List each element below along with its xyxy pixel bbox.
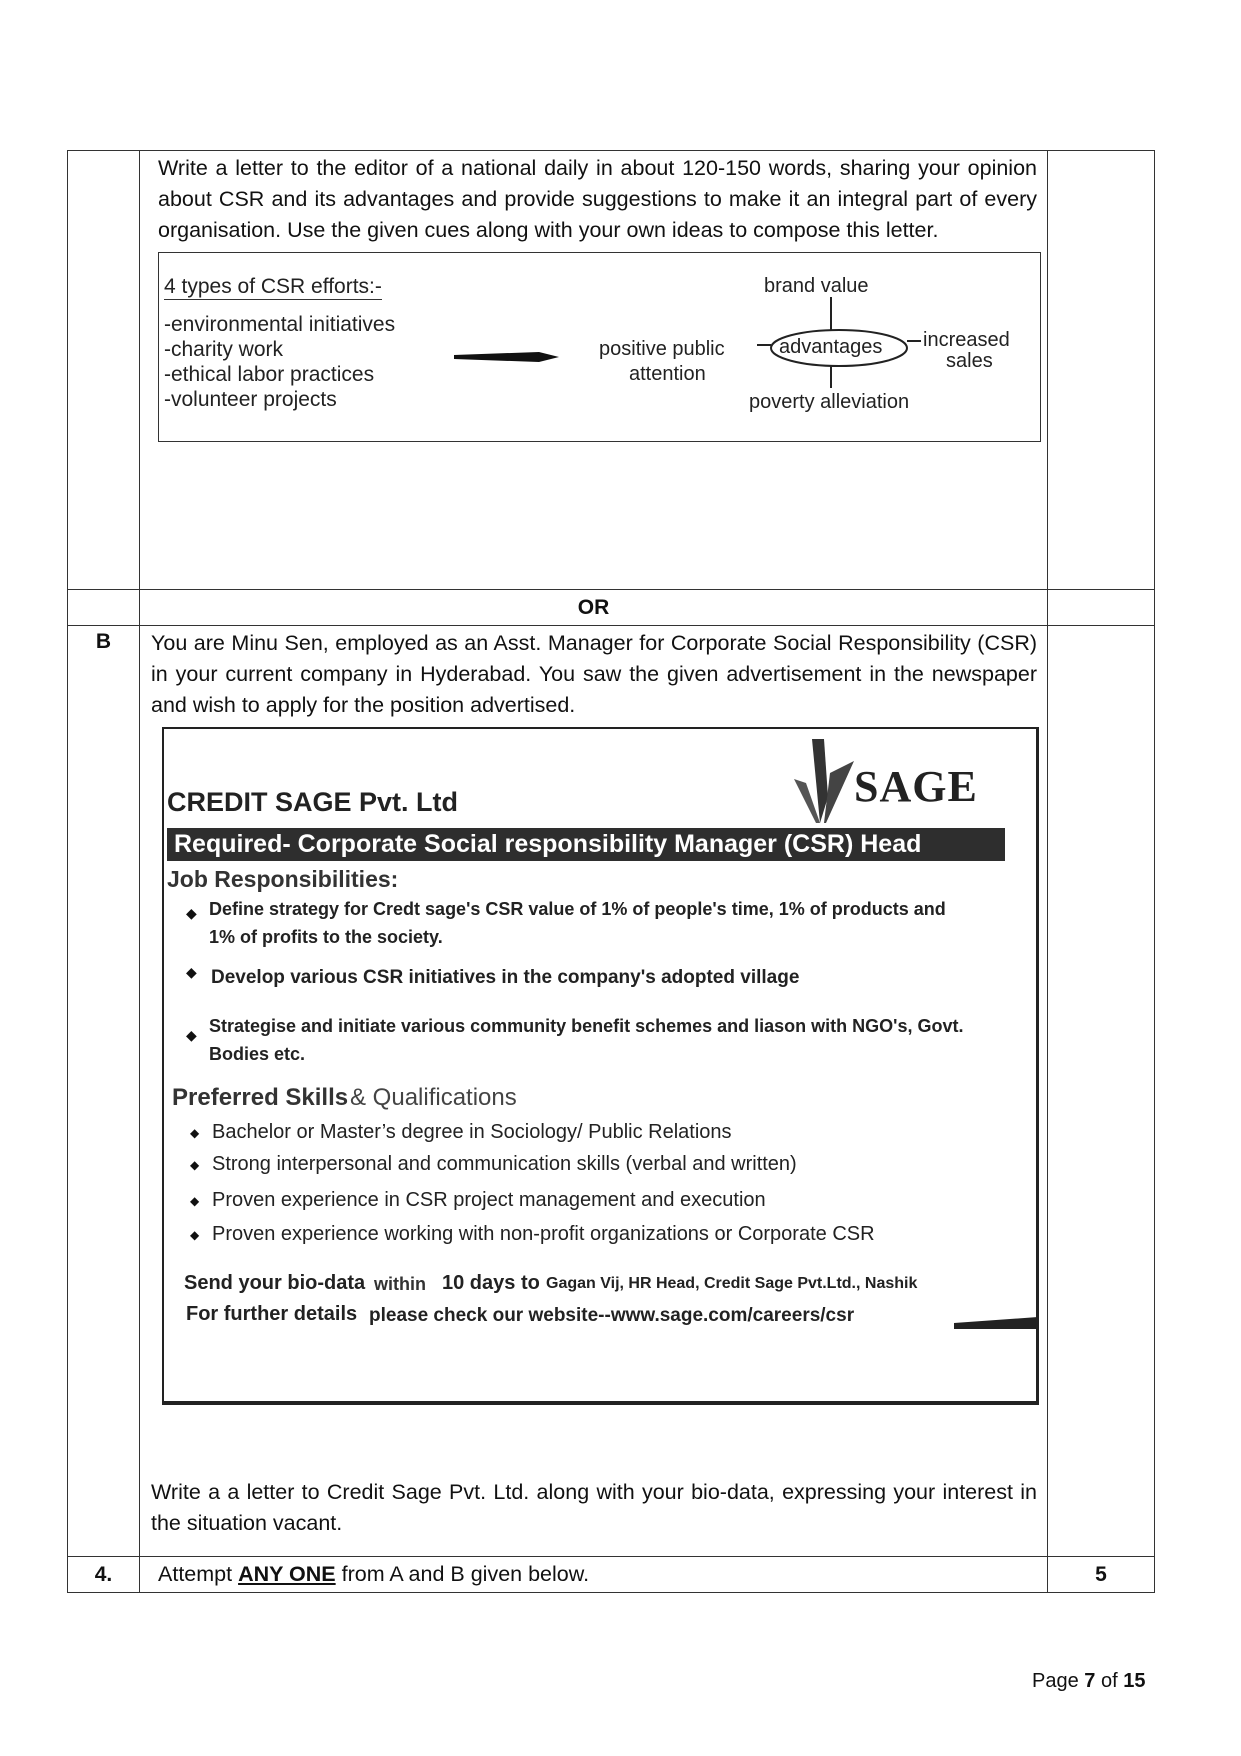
ad-skill-item-2: Strong interpersonal and communication skills (verbal and written) bbox=[212, 1153, 797, 1175]
cue-box bbox=[158, 252, 1041, 442]
cue-center: advantages bbox=[779, 336, 883, 358]
or-label: OR bbox=[140, 590, 1048, 626]
ad-job-item-1b: 1% of profits to the society. bbox=[209, 927, 443, 947]
advertisement bbox=[162, 727, 1039, 1405]
section-a-content-cell bbox=[140, 151, 1048, 590]
bullet-icon: ◆ bbox=[190, 1194, 200, 1208]
ad-job-item-3: Strategise and initiate various community benefit schemes and liason with NGO's, Govt. bbox=[209, 1016, 964, 1036]
footer-total: 15 bbox=[1123, 1670, 1146, 1692]
section-b-task: Write a a letter to Credit Sage Pvt. Ltd. along with your bio-data, expressing your interest in the situation vacant. bbox=[151, 1480, 1037, 1535]
bullet-icon: ◆ bbox=[190, 1126, 200, 1140]
cue-right-1: increased bbox=[923, 329, 1010, 351]
cue-type-2: -charity work bbox=[164, 338, 284, 361]
bullet-icon: ◆ bbox=[186, 1027, 197, 1043]
ad-skill-item-1: Bachelor or Master’s degree in Sociology/ Public Relations bbox=[212, 1121, 732, 1143]
footer-of-word: of bbox=[1100, 1670, 1118, 1692]
ad-corner-bar bbox=[954, 1317, 1038, 1329]
q4-row bbox=[68, 1557, 1155, 1593]
ad-banner: Required- Corporate Social responsibility Manager (CSR) Head bbox=[174, 830, 922, 858]
page-footer bbox=[1032, 1670, 1145, 1693]
cue-left-1: positive public bbox=[599, 338, 725, 360]
cue-bottom: poverty alleviation bbox=[749, 391, 910, 413]
section-a-label-cell bbox=[68, 151, 140, 590]
ad-send-mid: within bbox=[374, 1274, 426, 1294]
ad-job-item-3b: Bodies etc. bbox=[209, 1044, 306, 1064]
section-b-label: B bbox=[68, 626, 140, 1557]
or-right-cell bbox=[1048, 590, 1155, 626]
ad-job-heading: Job Responsibilities: bbox=[167, 866, 399, 892]
cue-heading: 4 types of CSR efforts:- bbox=[164, 275, 382, 298]
ad-skill-item-3: Proven experience in CSR project management and execution bbox=[212, 1189, 766, 1211]
cue-top: brand value bbox=[764, 275, 869, 297]
arrow-icon bbox=[454, 352, 559, 362]
cue-left-2: attention bbox=[629, 363, 706, 385]
or-row bbox=[68, 590, 1155, 626]
ad-company: CREDIT SAGE Pvt. Ltd bbox=[167, 787, 459, 817]
cue-right-2: sales bbox=[946, 350, 993, 372]
section-b-content-cell bbox=[140, 626, 1048, 1557]
q4-post: from A and B given below. bbox=[341, 1562, 590, 1586]
section-a-question: Write a letter to the editor of a national daily in about 120-150 words, sharing your opinion about CSR and its advantages and provide suggestions to make it an integral part of every organisation. Use the given cues along with your own ideas to compose this letter. bbox=[158, 156, 1037, 242]
ad-skills-heading-bold: Preferred Skills bbox=[172, 1084, 349, 1111]
ad-details-rest: please check our website--www.sage.com/careers/csr bbox=[369, 1305, 855, 1326]
ad-details-bold: For further details bbox=[186, 1303, 358, 1325]
q4-emph: ANY ONE bbox=[238, 1562, 336, 1586]
section-b-marks-cell bbox=[1048, 626, 1155, 1557]
ad-skill-item-4: Proven experience working with non-profit organizations or Corporate CSR bbox=[212, 1223, 875, 1245]
bullet-icon: ◆ bbox=[190, 1158, 200, 1172]
ad-skills-heading-rest: & Qualifications bbox=[350, 1084, 517, 1111]
bullet-icon: ◆ bbox=[186, 905, 197, 921]
cue-type-4: -volunteer projects bbox=[164, 388, 337, 411]
footer-page-word: Page bbox=[1032, 1670, 1079, 1692]
section-a-marks-cell bbox=[1048, 151, 1155, 590]
q4-pre: Attempt bbox=[158, 1562, 233, 1586]
ad-job-item-1: Define strategy for Credt sage's CSR value of 1% of people's time, 1% of products and bbox=[209, 899, 946, 919]
bullet-icon: ◆ bbox=[186, 964, 197, 980]
ad-send-bold: Send your bio-data bbox=[184, 1272, 366, 1294]
section-b-intro: You are Minu Sen, employed as an Asst. Manager for Corporate Social Responsibility (CSR) in your current company in Hyderabad. You saw the given advertisement in the newspaper and wish to apply for the position advertised. bbox=[151, 631, 1037, 717]
sage-logo-text: SAGE bbox=[854, 762, 978, 811]
or-left-cell bbox=[68, 590, 140, 626]
question-table bbox=[67, 150, 1155, 1593]
section-b-row bbox=[68, 626, 1155, 1557]
q4-marks: 5 bbox=[1048, 1557, 1155, 1593]
cue-type-3: -ethical labor practices bbox=[164, 363, 375, 386]
ad-send-days: 10 days to bbox=[442, 1272, 540, 1294]
ad-send-to: Gagan Vij, HR Head, Credit Sage Pvt.Ltd., Nashik bbox=[546, 1275, 918, 1292]
cue-type-1: -environmental initiatives bbox=[164, 313, 396, 336]
q4-number: 4. bbox=[68, 1557, 140, 1593]
q4-instruction bbox=[140, 1557, 1048, 1593]
section-a-row bbox=[68, 151, 1155, 590]
ad-job-item-2: Develop various CSR initiatives in the company's adopted village bbox=[211, 967, 800, 988]
footer-page-num: 7 bbox=[1084, 1670, 1096, 1692]
bullet-icon: ◆ bbox=[190, 1228, 200, 1242]
